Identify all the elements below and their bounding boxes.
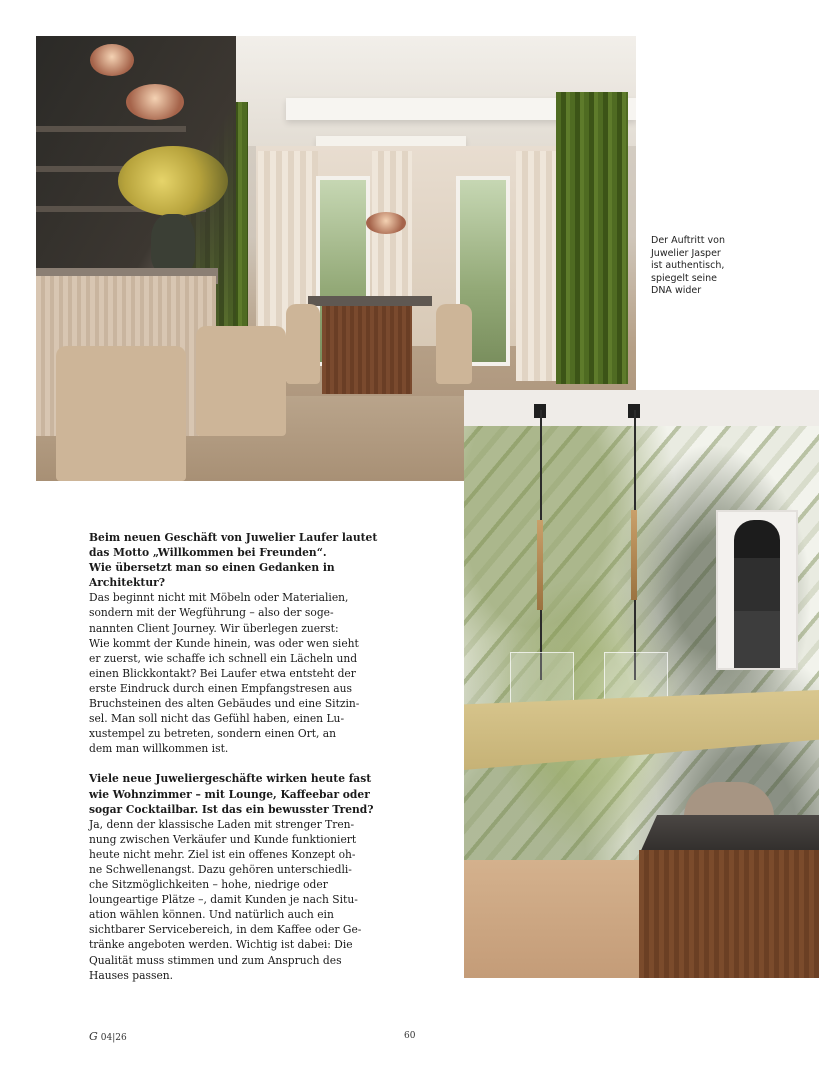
question-line: Architektur? — [89, 576, 166, 590]
question-line: Wie übersetzt man so einen Gedanken in — [89, 561, 335, 575]
pendant-lamp — [366, 212, 406, 234]
dining-table-base — [322, 306, 412, 394]
issue-footer — [89, 1030, 127, 1043]
answer-line: heute nicht mehr. Ziel ist ein offenes Konzept oh- — [89, 847, 356, 861]
answer-line: Wie kommt der Kunde hinein, was oder wen sieht — [89, 636, 359, 650]
question-line: sogar Cocktailbar. Ist das ein bewusster Trend? — [89, 802, 374, 816]
caption-line: ist authentisch, — [651, 260, 725, 271]
wooden-desk — [639, 850, 819, 978]
caption-line: DNA wider — [651, 285, 702, 296]
dining-chair — [436, 304, 472, 384]
caption-line: Der Auftritt von — [651, 235, 725, 246]
answer-line: sichtbarer Servicebereich, in dem Kaffee oder Ge- — [89, 923, 362, 937]
question-line: Viele neue Juweliergeschäfte wirken heute fast — [89, 772, 372, 786]
answer-line: einen Blickkontakt? Bei Laufer etwa entsteht der — [89, 666, 356, 680]
answer-line: Bruchsteinen des alten Gebäudes und eine Sitzin- — [89, 697, 360, 711]
interview-text — [89, 530, 378, 983]
dining-table-top — [308, 296, 432, 306]
green-velvet-curtain — [556, 92, 628, 384]
issue-number: 04|26 — [100, 1033, 127, 1043]
vase — [151, 214, 195, 274]
question-line: Beim neuen Geschäft von Juwelier Laufer lautet — [89, 531, 378, 544]
ceiling — [464, 390, 819, 426]
answer-line: Das beginnt nicht mit Möbeln oder Materialien, — [89, 591, 349, 605]
brass-pendant-rod — [631, 510, 637, 600]
answer-line: ne Schwellenangst. Dazu gehören unterschiedli- — [89, 862, 352, 876]
stone-desk-top — [639, 815, 819, 855]
answer-line: nung zwischen Verkäufer und Kunde funktioniert — [89, 832, 357, 846]
sheer-curtain — [516, 151, 556, 381]
dining-chair — [286, 304, 320, 384]
pendant-lamp — [126, 84, 184, 120]
lounge-chair — [56, 346, 186, 481]
flower-arrangement — [118, 146, 228, 216]
answer-line: ation wählen können. Und natürlich auch ein — [89, 908, 334, 922]
question-line: wie Wohnzimmer – mit Lounge, Kaffeebar oder — [89, 787, 370, 801]
pendant-lamp — [90, 44, 134, 76]
question-line: das Motto „Willkommen bei Freunden“. — [89, 546, 327, 560]
answer-line: sel. Man soll nicht das Gefühl haben, einen Lu- — [89, 712, 345, 726]
caption-line: spiegelt seine — [651, 272, 718, 284]
answer-line: tränke angeboten werden. Wichtig ist dabei: Die — [89, 938, 353, 952]
lounge-chair — [196, 326, 286, 436]
paragraph-gap — [89, 756, 359, 771]
answer-line: che Sitzmöglichkeiten – hohe, niedrige oder — [89, 878, 328, 892]
answer-line: erste Eindruck durch einen Empfangstresen aus — [89, 681, 352, 695]
portrait-figure — [734, 520, 780, 670]
stair-step — [36, 126, 186, 132]
page-number: 60 — [404, 1031, 416, 1041]
brass-pendant-rod — [537, 520, 543, 610]
portrait-artwork — [716, 510, 798, 670]
answer-line: nannten Client Journey. Wir überlegen zuerst: — [89, 621, 339, 635]
answer-line: er zuerst, wie schaffe ich schnell ein Lächeln und — [89, 651, 358, 665]
laufer-marble-wall-photo — [464, 390, 819, 978]
answer-line: Qualität muss stimmen und zum Anspruch des — [89, 953, 342, 967]
answer-line: dem man willkommen ist. — [89, 742, 229, 756]
magazine-logo: G — [89, 1030, 98, 1043]
answer-line: sondern mit der Wegführung – also der soge- — [89, 606, 334, 620]
answer-line: Hauses passen. — [89, 968, 174, 982]
answer-line: Ja, denn der klassische Laden mit strenger Tren- — [89, 817, 355, 831]
photo-caption — [651, 235, 751, 298]
caption-line: Juwelier Jasper — [651, 247, 721, 259]
answer-line: loungeartige Plätze –, damit Kunden je nach Situ- — [89, 893, 358, 907]
answer-line: xustempel zu betreten, sondern einen Ort, an — [89, 727, 337, 741]
